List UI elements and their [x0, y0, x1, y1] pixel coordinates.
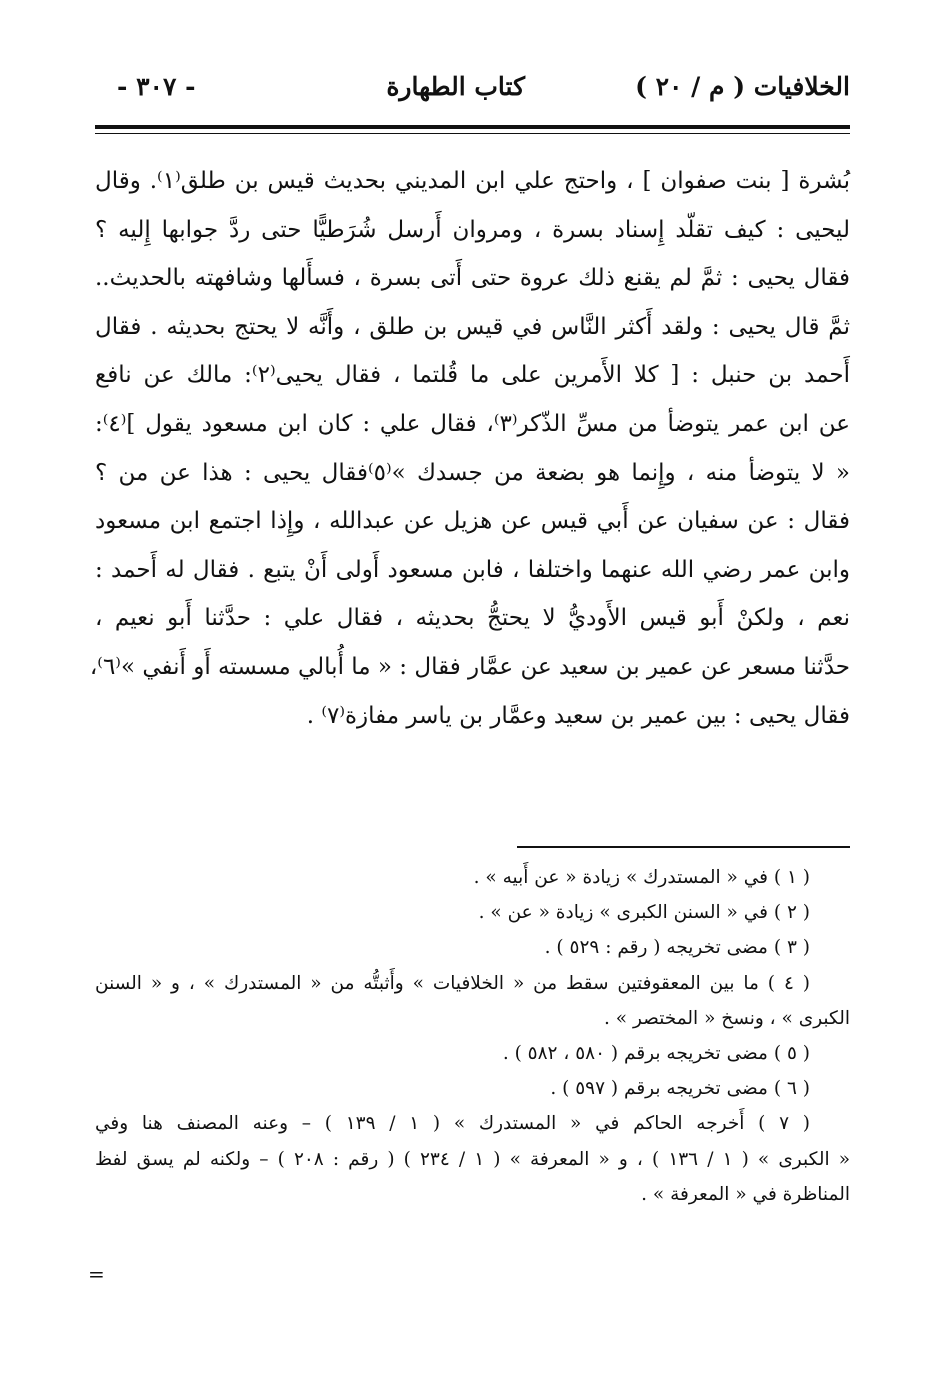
footnotes [95, 860, 850, 1212]
continuation-mark: = [88, 1262, 105, 1286]
footnote-line: ( ٧ ) أَخرجه الحاكم في « المستدرك » ( ١ / ١٣٩ ) – وعنه المصنف هنا وفي [95, 1113, 810, 1135]
footnote-line: ( ٤ ) ما بين المعقوفتين سقط من « الخلافيات » وأَثبتُّه من « المستدرك » ، و « السنن [95, 972, 810, 994]
text-line: فقال : عن سفيان عن أَبي قيس عن هزيل عن عبدالله ، وإِذا اجتمع ابن مسعود [95, 508, 850, 535]
footnote-line: ( ١ ) في « المستدرك » زيادة « عن أَبيه » . [473, 867, 810, 888]
text-line: فقال يحيى : ثمَّ لم يقنع ذلك عروة حتى أَتى بسرة ، فسأَلها وشافهته بالحديث.. [95, 265, 850, 292]
header-rule-thin [95, 133, 850, 134]
text-line: بُشرة [ بنت صفوان ] ، واحتج علي ابن المديني بحديث قيس بن طلق⁽١⁾. وقال [95, 168, 850, 194]
text-line: فقال يحيى : بين عمير بن سعيد وعمَّار بن ياسر مفازة⁽٧⁾ . [306, 702, 850, 729]
footnote-line: المناظرة في « المعرفة » . [641, 1183, 850, 1205]
book-title: الخلافيات ( م / ٢٠ ) [635, 72, 850, 101]
text-line: نعم ، ولكنْ أَبو قيس الأَوديُّ لا يحتجُّ بحديثه ، فقال علي : حدَّثنا أَبو نعيم ، [95, 605, 850, 632]
page-number: - ٣٠٧ - [117, 72, 196, 101]
footnote-line: ( ٦ ) مضى تخريجه برقم ( ٥٩٧ ) . [550, 1078, 810, 1100]
footnote-separator [517, 846, 850, 848]
footnote-line: ( ٣ ) مضى تخريجه ( رقم : ٥٢٩ ) . [544, 937, 810, 959]
footnote-line: الكبرى » ، ونسخ « المختصر » . [603, 1007, 850, 1029]
text-line: عن ابن عمر يتوضأ من مسِّ الذّكر⁽٣⁾، فقال علي : كان ابن مسعود يقول ]⁽٤⁾: [95, 410, 850, 437]
text-line: وابن عمر رضي الله عنهما واختلفا ، فابن مسعود أَولى أَنْ يتبع . فقال له أَحمد : [95, 556, 850, 583]
footnote-line: ( ٥ ) مضى تخريجه برقم ( ٥٨٠ ، ٥٨٢ ) . [502, 1043, 810, 1065]
header-rule-thick [95, 125, 850, 129]
text-line: « لا يتوضأ منه ، وإِنما هو بضعة من جسدك »⁽٥⁾فقال يحيى : هذا عن من ؟ [95, 459, 850, 486]
footnote-line: « الكبرى » ( ١ / ١٣٦ ) ، و « المعرفة » ( ١ / ٢٣٤ ) ( رقم : ٢٠٨ ) – ولكنه لم يسق لفظ [95, 1148, 851, 1170]
text-line: أَحمد بن حنبل : [ كلا الأَمرين على ما قُلتما ، فقال يحيى⁽٢⁾: مالك عن نافع [95, 362, 850, 389]
main-text [89, 157, 850, 740]
page-header [95, 72, 850, 122]
footnote-line: ( ٢ ) في « السنن الكبرى » زيادة « عن » . [478, 902, 810, 924]
text-line: ليحيى : كيف تقلّد إِسناد بسرة ، ومروان أَرسل شُرَطيًّا حتى ردَّ جوابها إِليه ؟ [95, 216, 850, 243]
text-line: ثمَّ قال يحيى : ولقد أَكثر النَّاس في قيس بن طلق ، وأَنَّه لا يحتج بحديثه . فقال [95, 313, 850, 340]
text-line: حدَّثنا مسعر عن عمير بن سعيد عن عمَّار فقال : « ما أُبالي مسسته أَو أَنفي »⁽٦⁾، [89, 653, 850, 680]
section-title: كتاب الطهارة [386, 72, 525, 101]
